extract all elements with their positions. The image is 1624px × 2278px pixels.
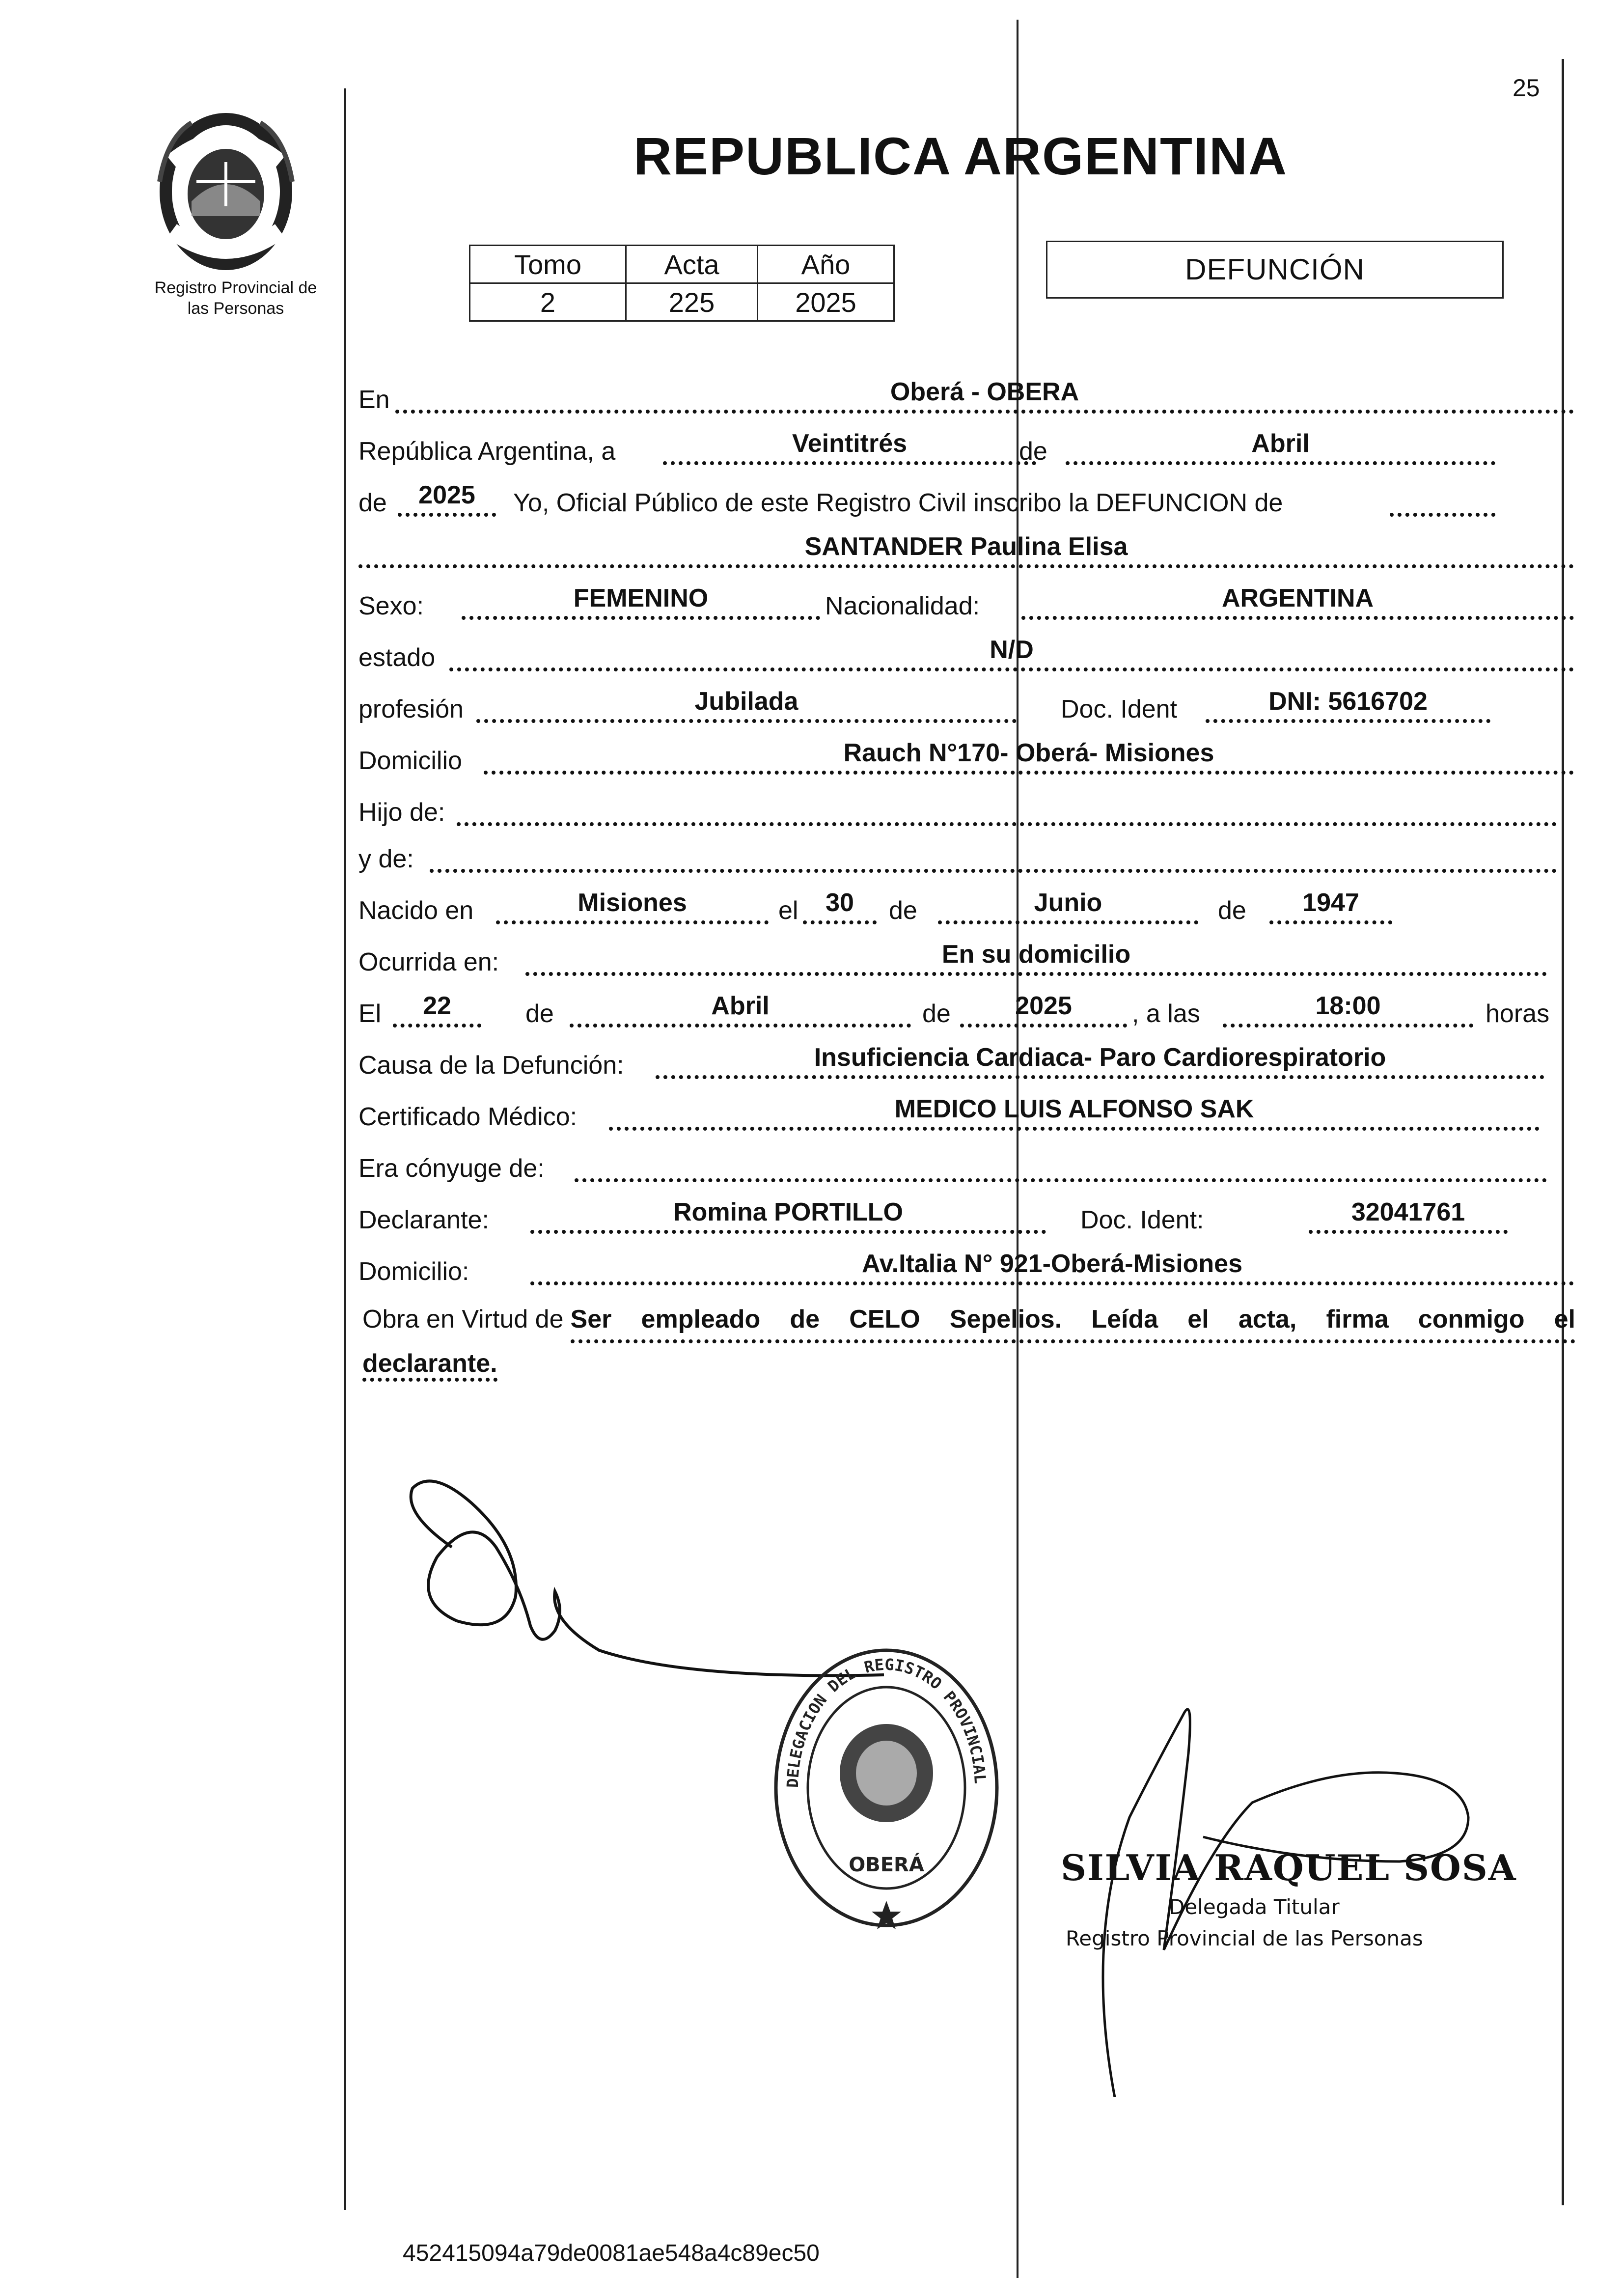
obra-text-line1: Ser empleado de CELO Sepelios. Leída el acta, firma conmigo el [571,1299,1575,1343]
profesion-label: profesión [358,695,464,723]
provincial-seal [152,108,329,275]
row-profesion [358,688,1574,731]
domicilio-value: Rauch N°170- Oberá- Misiones [843,739,1214,767]
declarante-value: Romina PORTILLO [673,1198,903,1226]
intro-fill [1390,482,1495,517]
estado-field [449,637,1574,671]
horas-label: horas [1486,1000,1550,1028]
year-value: 2025 [418,481,475,509]
fecha-de2-label: de [922,1000,951,1028]
row-estado [358,636,1574,679]
record-table-header-row [470,246,894,283]
hijo-label: Hijo de: [358,798,445,827]
row-deceased-name [358,533,1574,576]
record-type-box: DEFUNCIÓN [1046,241,1504,299]
obra-label: Obra en Virtud de [362,1305,564,1333]
nacido-anio-field [1269,890,1392,924]
nacido-dia-value: 30 [826,889,854,917]
nacido-lugar-field [496,890,769,924]
ocurrida-field [525,942,1547,976]
fecha-anio-field [960,993,1127,1028]
intro-text: Yo, Oficial Público de este Registro Civil inscribo la DEFUNCION de [513,489,1283,517]
sexo-field [462,585,820,620]
day-words-field [663,431,1036,465]
ocurrida-value: En su domicilio [941,940,1131,969]
nacido-mes-field [938,890,1198,924]
year-prefix-label: de [358,489,387,517]
conyuge-field [575,1148,1547,1182]
page-title: REPUBLICA ARGENTINA [633,126,1288,186]
place-value: Oberá - OBERA [890,378,1079,406]
causa-value: Insuficiencia Cardiaca- Paro Cardiorespiratorio [814,1043,1386,1072]
stamp-ring-text: DELEGACION DEL REGISTRO PROVINCIAL [783,1655,990,1788]
en-label: En [358,386,390,414]
page-number: 25 [1513,74,1540,102]
year-field [398,482,496,517]
left-margin-line [344,88,346,2210]
declarante-doc-value: 32041761 [1351,1198,1465,1226]
deceased-name-value: SANTANDER Paulina Elisa [804,532,1128,561]
declarante-field [530,1199,1046,1234]
record-table-value-row [470,283,894,321]
row-year [358,481,1574,525]
record-table [469,245,895,322]
profesion-field [476,689,1017,723]
doc-label: Doc. Ident [1061,695,1178,723]
row-fecha [358,992,1574,1035]
fecha-dia-value: 22 [423,992,451,1020]
fecha-mes-value: Abril [711,992,770,1020]
declarante-dom-value: Av.Italia N° 921-Oberá-Misiones [861,1250,1243,1278]
row-conyuge [358,1147,1574,1190]
hora-value: 18:00 [1315,992,1381,1020]
certificado-value: MEDICO LUIS ALFONSO SAK [894,1095,1254,1123]
sexo-label: Sexo: [358,592,424,620]
certificado-label: Certificado Médico: [358,1103,578,1131]
tomo-value: 2 [470,283,626,321]
nacido-lugar-value: Misiones [578,889,687,917]
fecha-anio-value: 2025 [1015,992,1072,1020]
certificado-field [609,1096,1540,1131]
document-hash: 452415094a79de0081ae548a4c89ec50 [403,2240,820,2266]
doc-field [1206,689,1490,723]
official-title: Delegada Titular [1169,1895,1340,1919]
estado-value: N/D [990,636,1034,664]
row-hijo [358,791,1574,834]
declarante-doc-field [1309,1199,1508,1234]
yde-label: y de: [358,845,414,873]
yde-field [430,838,1557,873]
anio-header: Año [758,246,894,283]
nacido-mes-value: Junio [1034,889,1102,917]
profesion-value: Jubilada [694,687,798,716]
domicilio-label: Domicilio [358,747,462,775]
stamp-city: OBERÁ [849,1854,924,1876]
causa-field [656,1045,1544,1079]
row-place [358,378,1574,421]
deceased-name-field [358,534,1574,568]
hora-field [1223,993,1473,1028]
tomo-header: Tomo [470,246,626,283]
nacionalidad-label: Nacionalidad: [825,592,980,620]
fecha-de-label: de [525,1000,554,1028]
registry-label-line1: Registro Provincial de [154,278,317,297]
el-label: el [778,896,798,925]
declarante-dom-label: Domicilio: [358,1257,469,1286]
anio-value: 2025 [758,283,894,321]
acta-value: 225 [626,283,758,321]
declarante-dom-field [530,1251,1574,1285]
day-words-value: Veintitrés [792,429,908,458]
de-label: de [1019,437,1047,466]
nacido-anio-value: 1947 [1302,889,1359,917]
fecha-dia-field [393,993,481,1028]
acta-header: Acta [626,246,758,283]
row-certificado [358,1095,1574,1139]
month-value: Abril [1251,429,1310,458]
official-org: Registro Provincial de las Personas [1066,1926,1423,1950]
declarante-doc-label: Doc. Ident: [1080,1206,1204,1234]
month-field [1066,431,1495,465]
nacido-de-label: de [889,896,917,925]
conyuge-label: Era cónyuge de: [358,1154,545,1183]
row-date-words [358,430,1574,473]
obra-text-line2: declarante. [362,1349,497,1382]
nacionalidad-field [1021,585,1574,620]
domicilio-field [484,740,1574,775]
row-nacido [358,889,1574,932]
row-declarante [358,1198,1574,1242]
delegation-stamp [771,1645,1002,1930]
row-yde [358,837,1574,881]
ocurrida-label: Ocurrida en: [358,948,499,976]
hijo-field [457,792,1557,826]
nacido-label: Nacido en [358,896,474,925]
place-field [395,379,1574,414]
causa-label: Causa de la Defunción: [358,1051,624,1080]
sexo-value: FEMENINO [573,584,709,612]
official-name: SILVIA RAQUEL SOSA [1061,1847,1517,1889]
row-sexo [358,584,1574,628]
obra-line2 [362,1343,1575,1384]
obra-block [362,1299,1575,1384]
nacido-dia-field [803,890,877,924]
row-ocurrida [358,941,1574,984]
el2-label: El [358,1000,382,1028]
a-las-label: , a las [1132,1000,1200,1028]
row-declarante-domicilio [358,1250,1574,1293]
obra-line1 [362,1299,1575,1343]
registry-label [123,278,349,319]
row-causa [358,1044,1574,1087]
declarante-label: Declarante: [358,1206,489,1234]
registry-label-line2: las Personas [187,299,284,318]
doc-value: DNI: 5616702 [1268,687,1428,716]
nacionalidad-value: ARGENTINA [1221,584,1374,612]
fecha-mes-field [570,993,911,1028]
row-domicilio [358,739,1574,782]
nacido-de2-label: de [1218,896,1246,925]
republica-label: República Argentina, a [358,437,616,466]
estado-label: estado [358,643,436,672]
